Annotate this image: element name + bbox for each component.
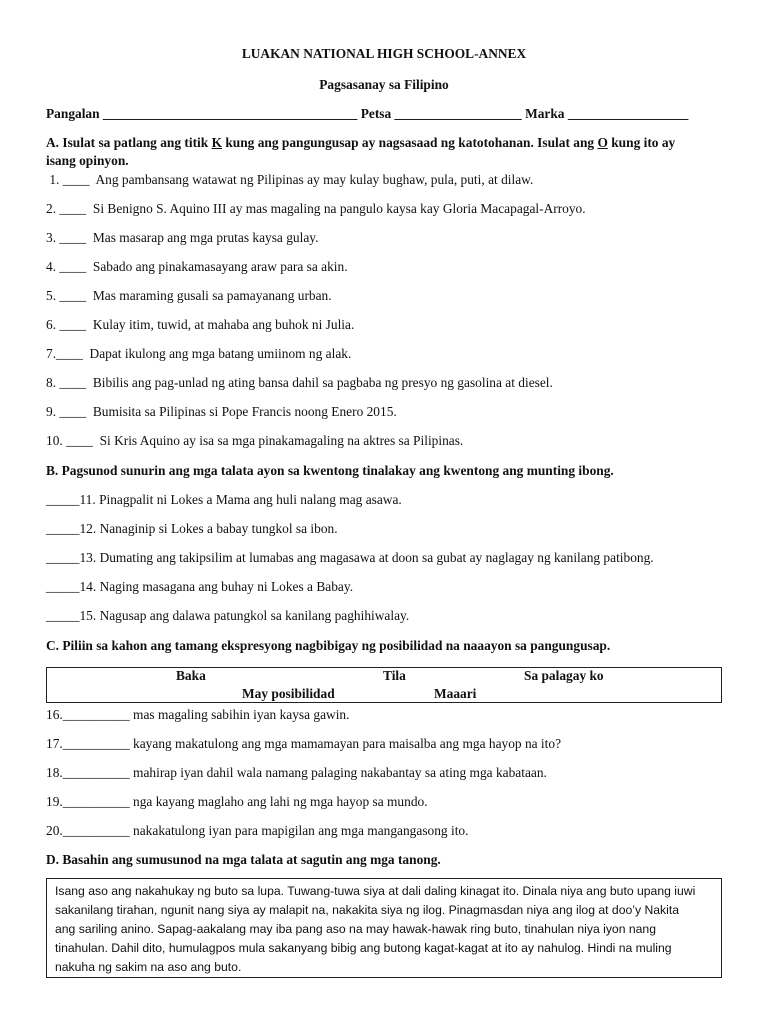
section-b-item-12: _____12. Nanaginip si Lokes a babay tungkol sa ibon. (46, 521, 338, 536)
section-c-item-16: 16.__________ mas magaling sabihin iyan kaysa gawin. (46, 707, 350, 722)
choice-baka: Baka (176, 668, 206, 683)
section-b-item-15: _____15. Nagusap ang dalawa patungkol sa kanilang paghihiwalay. (46, 608, 410, 623)
section-a-item-7: 7.____ Dapat ikulong ang mga batang umiinom ng alak. (46, 346, 352, 361)
section-c-item-20: 20.__________ nakakatulong iyan para mapigilan ang mga mangangasong ito. (46, 823, 469, 838)
section-a-item-6: 6. ____ Kulay itim, tuwid, at mahaba ang buhok ni Julia. (46, 317, 355, 332)
school-name: LUAKAN NATIONAL HIGH SCHOOL-ANNEX (241, 46, 527, 61)
section-a-instruction-mid: kung ang pangungusap ay nagsasaad ng katotohanan. Isulat ang (221, 135, 598, 150)
section-a-item-9: 9. ____ Bumisita sa Pilipinas si Pope Francis noong Enero 2015. (46, 404, 397, 419)
section-c-item-19: 19.__________ nga kayang maglaho ang lahi ng mga hayop sa mundo. (46, 794, 428, 809)
choice-tila: Tila (383, 668, 406, 683)
choice-may-posibilidad: May posibilidad (242, 686, 335, 701)
story-line-1: Isang aso ang nakahukay ng buto sa lupa. Tuwang-tuwa siya at dali daling kinagat ito. Dinala niya ang buto upang iuwi (55, 884, 696, 898)
story-line-4: tinahulan. Dahil dito, humulagpos mula sakanyang bibig ang butong kagat-kagat at ito ay nahulog. Hindi na muling (55, 941, 672, 955)
section-a-instruction-line2: isang opinyon. (46, 153, 129, 168)
section-a-item-3: 3. ____ Mas masarap ang mga prutas kaysa gulay. (46, 230, 319, 245)
section-a-item-2: 2. ____ Si Benigno S. Aquino III ay mas magaling na pangulo kaysa kay Gloria Macapagal-Arroyo. (46, 201, 586, 216)
section-a-item-5: 5. ____ Mas maraming gusali sa pamayanang urban. (46, 288, 332, 303)
story-line-5: nakuha ng sakim na aso ang buto. (55, 960, 242, 974)
section-a-instruction (46, 135, 675, 151)
section-d-instruction: D. Basahin ang sumusunod na mga talata at sagutin ang mga tanong. (46, 852, 441, 867)
choice-maaari: Maaari (434, 686, 477, 701)
section-c-item-18: 18.__________ mahirap iyan dahil wala namang palaging nakabantay sa ating mga kabataan. (46, 765, 547, 780)
section-b-item-11: _____11. Pinagpalit ni Lokes a Mama ang huli nalang mag asawa. (46, 492, 402, 507)
story-line-3: ang sariling anino. Sapag-aakalang may iba pang aso na may hawak-hawak ring buto, tinahulan niya iyon nang (55, 922, 656, 936)
section-a-instruction-post: kung ito ay (607, 135, 676, 150)
section-a-letter-k: K (211, 135, 222, 150)
story-line-2: sakanilang tirahan, ngunit nang siya ay malapit na, nakakita siya ng ilog. Pinagmasdan niya ang ilog at doo’y Nakita (55, 903, 679, 917)
section-a-item-10: 10. ____ Si Kris Aquino ay isa sa mga pinakamagaling na aktres sa Pilipinas. (46, 433, 464, 448)
section-b-instruction: B. Pagsunod sunurin ang mga talata ayon sa kwentong tinalakay ang kwentong ang munting ibong. (46, 463, 614, 478)
section-a-item-1: 1. ____ Ang pambansang watawat ng Pilipinas ay may kulay bughaw, pula, puti, at dilaw. (46, 172, 534, 187)
section-b-item-13: _____13. Dumating ang takipsilim at lumabas ang magasawa at doon sa gubat ay naglagay ng kanilang patibong. (46, 550, 654, 565)
student-info-line: Pangalan ______________________________________ Petsa ___________________ Marka __________________ (46, 106, 689, 121)
section-a-item-8: 8. ____ Bibilis ang pag-unlad ng ating bansa dahil sa pagbaba ng presyo ng gasolina at diesel. (46, 375, 553, 390)
section-a-letter-o: O (597, 135, 608, 150)
choice-sa-palagay-ko: Sa palagay ko (524, 668, 604, 683)
section-a-item-4: 4. ____ Sabado ang pinakamasayang araw para sa akin. (46, 259, 348, 274)
section-a-instruction-pre: A. Isulat sa patlang ang titik (46, 135, 212, 150)
story-passage-box (46, 878, 722, 978)
section-c-instruction: C. Piliin sa kahon ang tamang ekspresyong nagbibigay ng posibilidad na naaayon sa pangungusap. (46, 638, 611, 653)
section-b-item-14: _____14. Naging masagana ang buhay ni Lokes a Babay. (46, 579, 354, 594)
section-c-item-17: 17.__________ kayang makatulong ang mga mamamayan para maisalba ang mga hayop na ito? (46, 736, 562, 751)
worksheet-title: Pagsasanay sa Filipino (319, 77, 449, 92)
